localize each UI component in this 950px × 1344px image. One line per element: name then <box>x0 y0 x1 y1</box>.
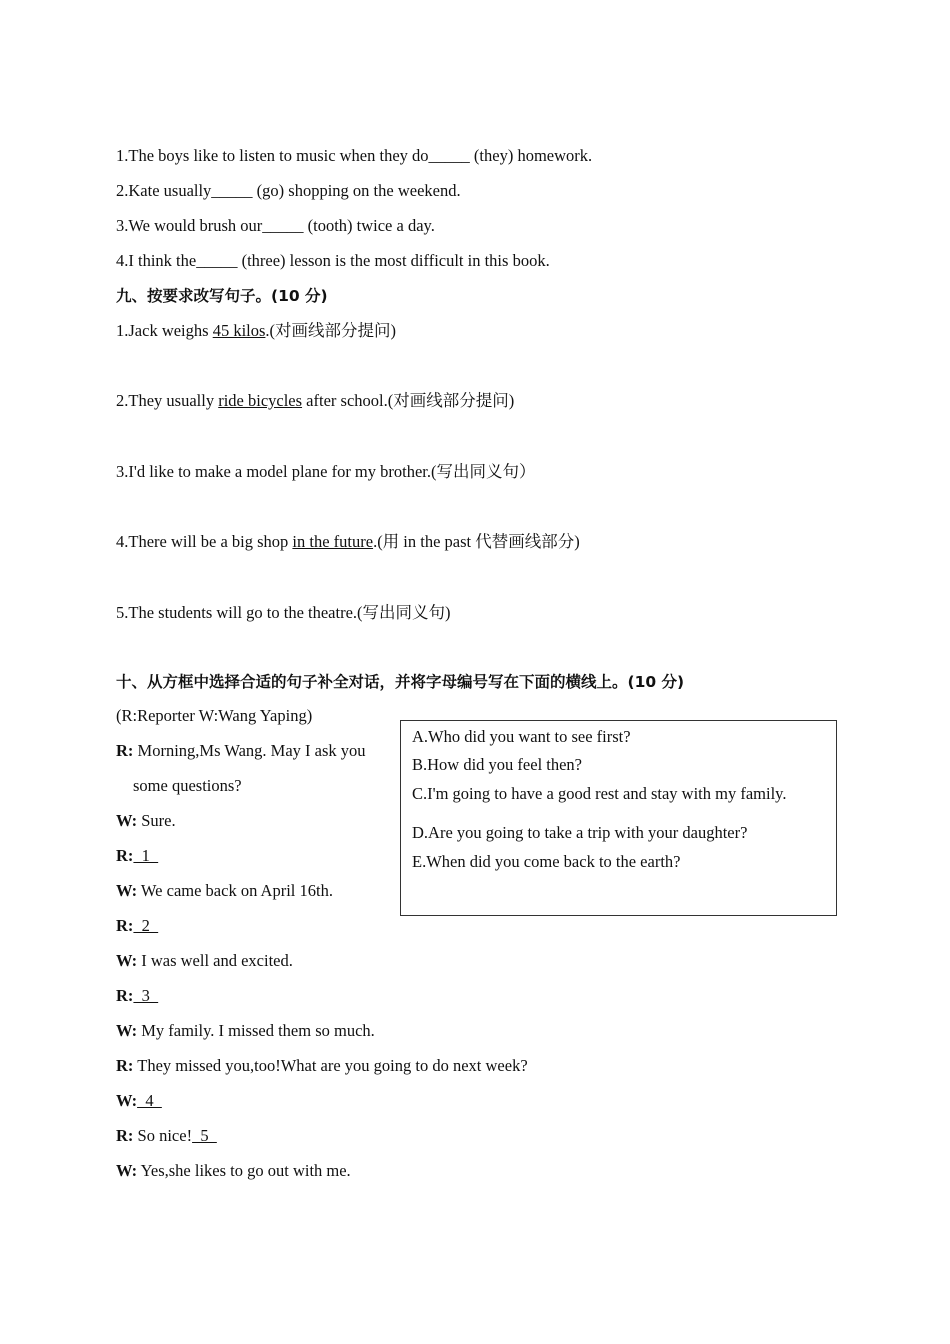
fill-blank-item-4: 4.I think the_____ (three) lesson is the most difficult in this book. <box>116 251 550 270</box>
answer-blank-5: 5 <box>192 1126 217 1145</box>
answer-blank-4: 4 <box>137 1091 162 1110</box>
section-10-heading: 十、从方框中选择合适的句子补全对话，并将字母编号写在下面的横线上。(10 分) <box>116 673 685 691</box>
rewrite-item-3-text: 3.I'd like to make a model plane for my brother.(写出同义句） <box>116 462 536 481</box>
speaker-label: R: <box>116 916 134 935</box>
section-9-heading: 九、按要求改写句子。(10 分) <box>116 287 328 305</box>
option-d: D.Are you going to take a trip with your daughter? <box>412 823 748 842</box>
rewrite-item-1-after: .(对画线部分提问) <box>265 321 397 340</box>
answer-blank-2: 2 <box>133 916 159 935</box>
dialogue-text: I was well and excited. <box>137 951 293 970</box>
dialogue-line-13 <box>116 1160 351 1182</box>
option-b: B.How did you feel then? <box>412 755 583 774</box>
options-box <box>400 720 837 916</box>
rewrite-item-5 <box>116 602 451 624</box>
rewrite-item-2-underlined: ride bicycles <box>218 391 303 410</box>
rewrite-item-2-before: 2.They usually <box>116 391 219 410</box>
dialogue-line-8 <box>116 985 158 1007</box>
dialogue-line-7 <box>116 950 293 972</box>
rewrite-item-4-underlined: in the future <box>292 532 374 551</box>
dialogue-line-6 <box>116 915 158 937</box>
answer-blank-1: 1 <box>133 846 159 865</box>
rewrite-item-1-underlined: 45 kilos <box>212 321 266 340</box>
answer-blank-3: 3 <box>133 986 159 1005</box>
rewrite-item-3 <box>116 461 536 483</box>
speaker-label: R: <box>116 1056 134 1075</box>
speaker-label: W: <box>116 881 138 900</box>
rewrite-item-4 <box>116 531 580 553</box>
dialogue-line-12 <box>116 1125 217 1147</box>
speaker-label: R: <box>116 741 134 760</box>
dialogue-line-4 <box>116 845 158 867</box>
fill-blank-item-2: 2.Kate usually_____ (go) shopping on the weekend. <box>116 181 461 200</box>
dialogue-line-2 <box>133 775 242 797</box>
rewrite-item-4-after: .(用 in the past 代替画线部分) <box>373 532 580 551</box>
option-e: E.When did you come back to the earth? <box>412 852 681 871</box>
speaker-label: W: <box>116 1161 138 1180</box>
roles-note: (R:Reporter W:Wang Yaping) <box>116 706 313 725</box>
dialogue-line-10 <box>116 1055 528 1077</box>
dialogue-text: They missed you,too!What are you going to do next week? <box>133 1056 528 1075</box>
dialogue-text: Yes,she likes to go out with me. <box>137 1161 351 1180</box>
rewrite-item-4-before: 4.There will be a big shop <box>116 532 293 551</box>
dialogue-line-3 <box>116 810 176 832</box>
fill-blank-item-3: 3.We would brush our_____ (tooth) twice a day. <box>116 216 435 235</box>
speaker-label: R: <box>116 1126 134 1145</box>
dialogue-text: We came back on April 16th. <box>137 881 333 900</box>
rewrite-item-5-text: 5.The students will go to the theatre.(写出同义句) <box>116 603 451 622</box>
fill-blank-item-1: 1.The boys like to listen to music when they do_____ (they) homework. <box>116 146 593 165</box>
dialogue-text: Morning,Ms Wang. May I ask you <box>133 741 366 760</box>
dialogue-text: So nice! <box>133 1126 193 1145</box>
rewrite-item-2 <box>116 390 514 412</box>
speaker-label: R: <box>116 846 134 865</box>
speaker-label: W: <box>116 811 138 830</box>
rewrite-item-1-before: 1.Jack weighs <box>116 321 213 340</box>
speaker-label: W: <box>116 1021 138 1040</box>
dialogue-line-11 <box>116 1090 162 1112</box>
dialogue-line-5 <box>116 880 333 902</box>
rewrite-item-2-after: after school.(对画线部分提问) <box>302 391 515 410</box>
option-c: C.I'm going to have a good rest and stay with my family. <box>412 784 787 803</box>
dialogue-text: Sure. <box>137 811 176 830</box>
dialogue-text: My family. I missed them so much. <box>137 1021 375 1040</box>
speaker-label: R: <box>116 986 134 1005</box>
dialogue-line-1 <box>116 740 366 762</box>
rewrite-item-1 <box>116 320 396 342</box>
speaker-label: W: <box>116 1091 138 1110</box>
option-a: A.Who did you want to see first? <box>412 727 631 746</box>
dialogue-text: some questions? <box>133 776 242 795</box>
dialogue-line-9 <box>116 1020 375 1042</box>
speaker-label: W: <box>116 951 138 970</box>
